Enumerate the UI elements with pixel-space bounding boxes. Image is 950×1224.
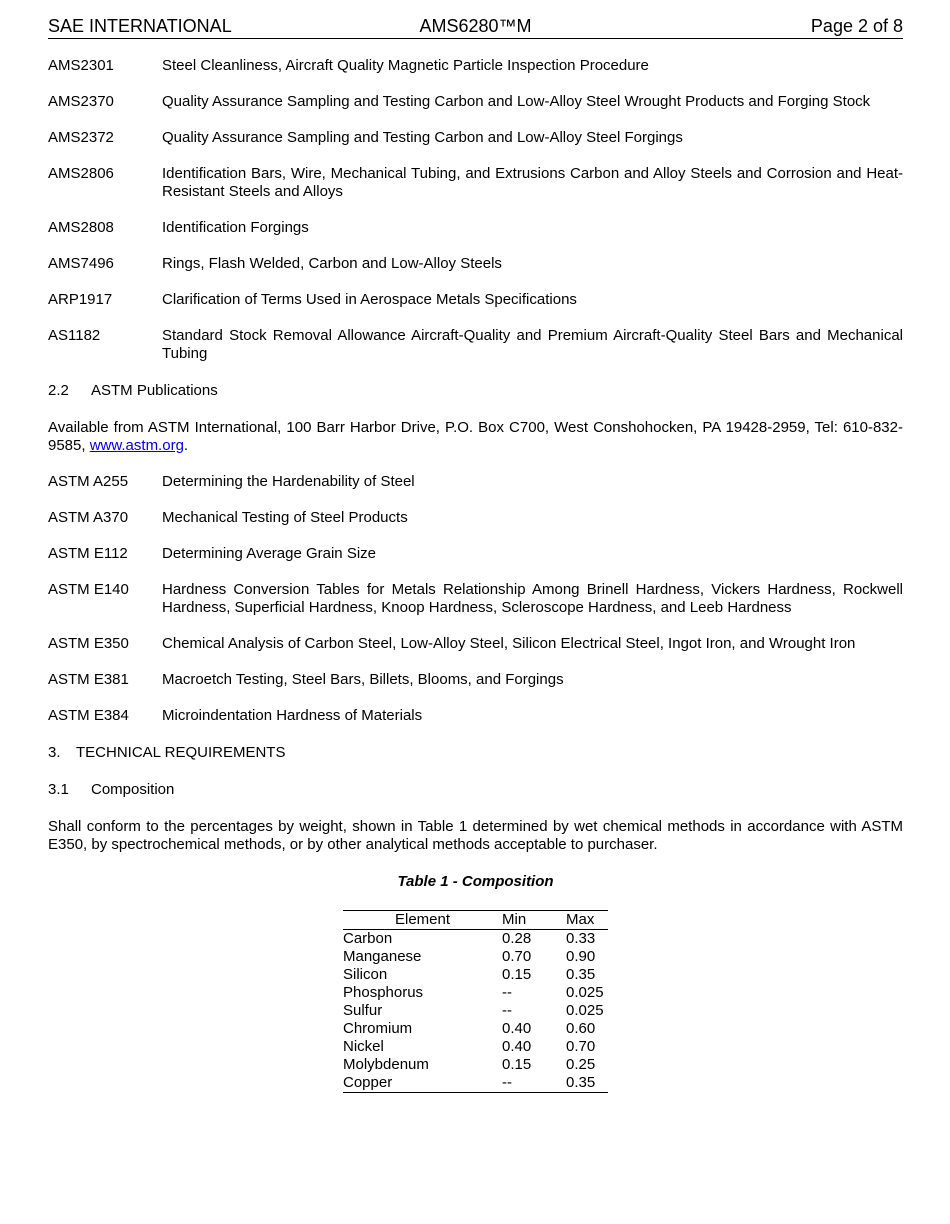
table-row bbox=[343, 930, 608, 949]
header-org: SAE INTERNATIONAL bbox=[48, 16, 232, 36]
reference-code: ASTM A255 bbox=[48, 473, 129, 490]
reference-item bbox=[48, 581, 903, 617]
ams-reference-list bbox=[48, 57, 903, 363]
table-row bbox=[343, 1020, 608, 1038]
cell-max: 0.90 bbox=[566, 948, 596, 965]
reference-title: Chemical Analysis of Carbon Steel, Low-Alloy Steel, Silicon Electrical Steel, Ingot Iron, and Wrought Iron bbox=[162, 635, 856, 652]
availability-text: Available from ASTM International, 100 Barr Harbor Drive, P.O. Box C700, West Conshohocken, PA 19428-2959, Tel: 610-832-9585, bbox=[48, 419, 903, 454]
reference-title: Quality Assurance Sampling and Testing Carbon and Low-Alloy Steel Forgings bbox=[162, 129, 683, 146]
section-number: 3.1 bbox=[48, 781, 69, 798]
table-row bbox=[343, 984, 608, 1002]
table-row bbox=[343, 966, 608, 984]
reference-item bbox=[48, 671, 903, 689]
availability-end: . bbox=[183, 437, 189, 454]
reference-item bbox=[48, 635, 903, 653]
cell-element: Carbon bbox=[343, 930, 393, 947]
cell-min: 0.28 bbox=[502, 930, 532, 947]
cell-max: 0.025 bbox=[566, 1002, 604, 1019]
cell-min: 0.70 bbox=[502, 948, 532, 965]
reference-item bbox=[48, 219, 903, 237]
reference-title: Quality Assurance Sampling and Testing Carbon and Low-Alloy Steel Wrought Products and Forging Stock bbox=[162, 93, 871, 110]
reference-code: ASTM E381 bbox=[48, 671, 129, 688]
cell-min: -- bbox=[502, 984, 512, 1001]
table-row bbox=[343, 1002, 608, 1020]
section-title: TECHNICAL REQUIREMENTS bbox=[76, 744, 286, 761]
reference-title: Clarification of Terms Used in Aerospace Metals Specifications bbox=[162, 291, 577, 308]
cell-max: 0.60 bbox=[566, 1020, 596, 1037]
table-header-row bbox=[343, 911, 608, 930]
cell-element: Chromium bbox=[343, 1020, 413, 1037]
cell-min: -- bbox=[502, 1074, 566, 1093]
column-header-max: Max bbox=[566, 911, 608, 930]
composition-paragraph: Shall conform to the percentages by weight, shown in Table 1 determined by wet chemical methods in accordance with ASTM E350, by spectrochemical methods, or by other analytical methods acceptable to purchaser. bbox=[48, 818, 903, 853]
reference-title: Macroetch Testing, Steel Bars, Billets, Blooms, and Forgings bbox=[162, 671, 564, 688]
cell-max: 0.35 bbox=[566, 1074, 608, 1093]
section-number: 3. bbox=[48, 744, 61, 761]
reference-code: AMS2808 bbox=[48, 219, 114, 236]
section-heading-2-2 bbox=[48, 382, 903, 400]
reference-item bbox=[48, 255, 903, 273]
cell-min: -- bbox=[502, 1002, 512, 1019]
reference-code: ASTM E384 bbox=[48, 707, 129, 724]
reference-title: Steel Cleanliness, Aircraft Quality Magnetic Particle Inspection Procedure bbox=[162, 57, 649, 74]
reference-code: AS1182 bbox=[48, 327, 101, 344]
astm-reference-list bbox=[48, 473, 903, 725]
cell-min: 0.40 bbox=[502, 1020, 532, 1037]
reference-code: AMS7496 bbox=[48, 255, 114, 272]
reference-title: Hardness Conversion Tables for Metals Relationship Among Brinell Hardness, Vickers Hardness, Rockwell Hardness, Superficial Hardness, Knoop Hardness, Scleroscope Hardness, and Leeb Hardness bbox=[162, 581, 903, 616]
reference-code: AMS2806 bbox=[48, 165, 114, 182]
reference-code: ASTM A370 bbox=[48, 509, 129, 526]
document-page bbox=[48, 14, 903, 1093]
reference-item bbox=[48, 509, 903, 527]
cell-min: 0.40 bbox=[502, 1038, 532, 1055]
reference-item bbox=[48, 291, 903, 309]
section-number: 2.2 bbox=[48, 382, 69, 399]
reference-title: Identification Bars, Wire, Mechanical Tubing, and Extrusions Carbon and Alloy Steels and Corrosion and Heat-Resistant Steels and Alloys bbox=[162, 165, 903, 200]
cell-element: Manganese bbox=[343, 948, 422, 965]
reference-title: Microindentation Hardness of Materials bbox=[162, 707, 423, 724]
reference-title: Mechanical Testing of Steel Products bbox=[162, 509, 408, 526]
reference-code: ASTM E350 bbox=[48, 635, 129, 652]
table-caption: Table 1 - Composition bbox=[397, 873, 554, 890]
cell-max: 0.35 bbox=[566, 966, 596, 983]
column-header-min: Min bbox=[502, 911, 566, 930]
cell-element: Molybdenum bbox=[343, 1056, 429, 1073]
header-page-number: Page 2 of 8 bbox=[810, 16, 903, 36]
page-header bbox=[48, 14, 903, 39]
column-header-element: Element bbox=[343, 911, 502, 930]
cell-element: Copper bbox=[343, 1074, 502, 1093]
cell-min: 0.15 bbox=[502, 1056, 532, 1073]
reference-code: ASTM E140 bbox=[48, 581, 129, 598]
cell-max: 0.70 bbox=[566, 1038, 596, 1055]
astm-availability-paragraph bbox=[48, 419, 903, 455]
cell-max: 0.33 bbox=[566, 930, 596, 947]
reference-title: Standard Stock Removal Allowance Aircraft-Quality and Premium Aircraft-Quality Steel Bars and Mechanical Tubing bbox=[162, 327, 903, 362]
reference-item bbox=[48, 57, 903, 75]
cell-element: Sulfur bbox=[343, 1002, 383, 1019]
reference-title: Rings, Flash Welded, Carbon and Low-Alloy Steels bbox=[162, 255, 502, 272]
table-row bbox=[343, 1056, 608, 1074]
reference-item bbox=[48, 707, 903, 725]
reference-item bbox=[48, 129, 903, 147]
reference-item bbox=[48, 93, 903, 111]
cell-min: 0.15 bbox=[502, 966, 532, 983]
table-row bbox=[343, 1074, 608, 1093]
section-title: Composition bbox=[91, 781, 175, 798]
composition-table bbox=[343, 910, 608, 1093]
section-heading-3 bbox=[48, 744, 903, 762]
reference-code: ARP1917 bbox=[48, 291, 113, 308]
table-row bbox=[343, 948, 608, 966]
cell-max: 0.25 bbox=[566, 1056, 596, 1073]
section-heading-3-1 bbox=[48, 781, 903, 799]
table-row bbox=[343, 1038, 608, 1056]
reference-item bbox=[48, 545, 903, 563]
reference-title: Determining the Hardenability of Steel bbox=[162, 473, 415, 490]
reference-title: Determining Average Grain Size bbox=[162, 545, 376, 562]
astm-website-link[interactable]: www.astm.org bbox=[89, 437, 184, 454]
reference-code: ASTM E112 bbox=[48, 545, 128, 562]
reference-item bbox=[48, 327, 903, 363]
cell-element: Silicon bbox=[343, 966, 388, 983]
section-title: ASTM Publications bbox=[91, 382, 218, 399]
reference-item bbox=[48, 165, 903, 201]
reference-code: AMS2301 bbox=[48, 57, 114, 74]
reference-code: AMS2370 bbox=[48, 93, 114, 110]
reference-title: Identification Forgings bbox=[162, 219, 309, 236]
header-doc-id: AMS6280™M bbox=[419, 16, 532, 36]
reference-item bbox=[48, 473, 903, 491]
cell-element: Phosphorus bbox=[343, 984, 424, 1001]
cell-max: 0.025 bbox=[566, 984, 604, 1001]
cell-element: Nickel bbox=[343, 1038, 384, 1055]
reference-code: AMS2372 bbox=[48, 129, 114, 146]
